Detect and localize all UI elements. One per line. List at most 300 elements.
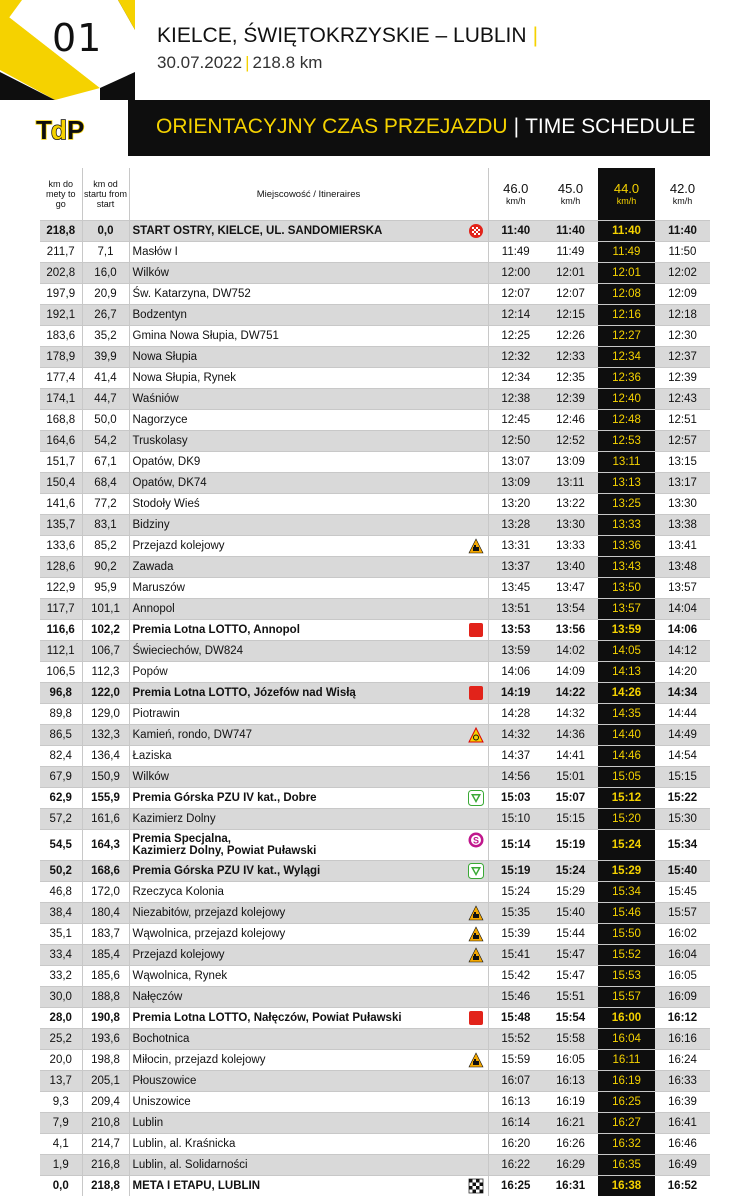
km-to-go: 150,4 [40, 473, 82, 494]
km-to-go: 62,9 [40, 788, 82, 809]
time-42: 15:34 [655, 830, 710, 861]
banner-separator: | [513, 115, 520, 138]
time-45: 13:47 [543, 578, 598, 599]
table-row [40, 987, 710, 1008]
time-45: 15:29 [543, 882, 598, 903]
km-to-go: 7,9 [40, 1113, 82, 1134]
time-44: 16:00 [598, 1008, 655, 1029]
km-to-go: 89,8 [40, 704, 82, 725]
time-44: 15:05 [598, 767, 655, 788]
table-row [40, 263, 710, 284]
time-42: 13:30 [655, 494, 710, 515]
time-44: 13:33 [598, 515, 655, 536]
time-44: 13:25 [598, 494, 655, 515]
time-45: 12:39 [543, 389, 598, 410]
time-46: 16:25 [488, 1176, 543, 1197]
table-row [40, 494, 710, 515]
km-from-start: 172,0 [82, 882, 129, 903]
time-44: 14:26 [598, 683, 655, 704]
table-row [40, 903, 710, 924]
itinerary-cell [129, 861, 488, 882]
time-45: 14:02 [543, 641, 598, 662]
itinerary-text [133, 666, 168, 678]
table-row [40, 1092, 710, 1113]
table-row [40, 704, 710, 725]
time-42: 15:57 [655, 903, 710, 924]
km-to-go: 50,2 [40, 861, 82, 882]
km-to-go: 0,0 [52, 1180, 69, 1192]
place-name: Miłocin, przejazd kolejowy [132, 1054, 266, 1066]
itinerary-text [133, 561, 174, 573]
itinerary-text [133, 330, 279, 342]
time-46: 13:07 [488, 452, 543, 473]
itinerary-text [133, 1054, 266, 1066]
km-to-go: 122,9 [40, 578, 82, 599]
table-row [40, 536, 710, 557]
time-45: 13:54 [543, 599, 598, 620]
itinerary-cell [129, 389, 488, 410]
itinerary-cell [129, 515, 488, 536]
time-45: 16:26 [543, 1134, 598, 1155]
itinerary-cell [129, 599, 488, 620]
km-to-go: 133,6 [40, 536, 82, 557]
time-45: 16:19 [543, 1092, 598, 1113]
time-45: 16:29 [543, 1155, 598, 1176]
km-from-start: 85,2 [82, 536, 129, 557]
time-46: 12:34 [488, 368, 543, 389]
table-row [40, 767, 710, 788]
place-name: Opatów, DK74 [132, 477, 207, 489]
date-separator: | [245, 53, 250, 72]
km-to-go: 33,4 [40, 945, 82, 966]
itinerary-cell [129, 557, 488, 578]
time-42: 13:48 [655, 557, 710, 578]
time-44: 14:05 [598, 641, 655, 662]
itinerary-text [133, 645, 244, 657]
place-name: Premia Specjalna, [132, 833, 231, 845]
time-42: 12:09 [655, 284, 710, 305]
place-name: Przejazd kolejowy [132, 949, 225, 961]
time-46: 13:45 [488, 578, 543, 599]
time-44: 15:20 [598, 809, 655, 830]
time-44: 12:36 [598, 368, 655, 389]
itinerary-text [133, 886, 224, 898]
speed-unit: km/h [560, 196, 581, 206]
time-45: 15:58 [543, 1029, 598, 1050]
km-to-go: 1,9 [40, 1155, 82, 1176]
itinerary-cell [129, 662, 488, 683]
time-44: 15:57 [598, 987, 655, 1008]
km-from-start: 26,7 [82, 305, 129, 326]
itinerary-cell [129, 788, 488, 809]
km-from-start: 183,7 [82, 924, 129, 945]
km-from-start: 35,2 [82, 326, 129, 347]
place-name: Gmina Nowa Słupia, DW751 [132, 330, 279, 342]
stage-title [157, 24, 538, 48]
time-45: 14:41 [543, 746, 598, 767]
time-44: 12:48 [598, 410, 655, 431]
itinerary-text [133, 729, 253, 741]
time-45: 14:09 [543, 662, 598, 683]
time-46: 16:20 [488, 1134, 543, 1155]
itinerary-cell [129, 746, 488, 767]
time-42: 14:04 [655, 599, 710, 620]
time-44: 13:57 [598, 599, 655, 620]
km-to-go: 82,4 [40, 746, 82, 767]
itinerary-text [133, 519, 170, 531]
itinerary-text [133, 865, 321, 877]
table-row [40, 284, 710, 305]
time-42: 16:09 [655, 987, 710, 1008]
time-45: 12:07 [543, 284, 598, 305]
time-44: 15:52 [598, 945, 655, 966]
place-name: Łaziska [132, 750, 172, 762]
km-to-go: 197,9 [40, 284, 82, 305]
itinerary-text [133, 456, 201, 468]
table-row [40, 578, 710, 599]
sprint-icon [468, 622, 484, 638]
time-44: 13:59 [598, 620, 655, 641]
place-name: Popów [132, 666, 168, 678]
itinerary-text [133, 540, 225, 552]
itinerary-text [133, 624, 300, 636]
time-46: 13:20 [488, 494, 543, 515]
place-name: Bodzentyn [132, 309, 187, 321]
time-44: 15:53 [598, 966, 655, 987]
time-42: 12:39 [655, 368, 710, 389]
km-from-start: 39,9 [82, 347, 129, 368]
km-from-start: 7,1 [82, 242, 129, 263]
place-name: Premia Lotna LOTTO, Nałęczów, Powiat Puławski [132, 1012, 402, 1024]
itinerary-text [133, 603, 175, 615]
km-from-start: 188,8 [82, 987, 129, 1008]
time-46: 14:19 [488, 683, 543, 704]
km-from-start: 0,0 [82, 221, 129, 242]
itinerary-cell [129, 903, 488, 924]
time-45: 13:22 [543, 494, 598, 515]
time-42: 15:40 [655, 861, 710, 882]
title-bar: | [532, 24, 539, 47]
place-name: Opatów, DK9 [132, 456, 201, 468]
itinerary-cell [129, 431, 488, 452]
time-42: 13:38 [655, 515, 710, 536]
place-name: START OSTRY, KIELCE, UL. SANDOMIERSKA [132, 225, 383, 237]
header-speed-1 [488, 168, 543, 221]
time-44: 12:27 [598, 326, 655, 347]
time-42: 16:24 [655, 1050, 710, 1071]
place-name: Rzeczyca Kolonia [132, 886, 224, 898]
itinerary-text [133, 1096, 191, 1108]
place-name: Uniszowice [132, 1096, 191, 1108]
itinerary-cell [129, 368, 488, 389]
time-45: 13:56 [543, 620, 598, 641]
time-46: 13:37 [488, 557, 543, 578]
time-45: 12:46 [543, 410, 598, 431]
time-44: 15:46 [598, 903, 655, 924]
table-row [40, 809, 710, 830]
km-to-go: 183,6 [40, 326, 82, 347]
km-from-start: 136,4 [82, 746, 129, 767]
km-from-start: 50,0 [82, 410, 129, 431]
time-42: 12:02 [655, 263, 710, 284]
km-to-go: 20,0 [40, 1050, 82, 1071]
time-45: 12:01 [543, 263, 598, 284]
time-44: 12:08 [598, 284, 655, 305]
time-44: 16:11 [598, 1050, 655, 1071]
time-46: 14:32 [488, 725, 543, 746]
time-45: 12:15 [543, 305, 598, 326]
table-row [40, 1008, 710, 1029]
place-name: Nowa Słupia, Rynek [132, 372, 237, 384]
sprint-icon [468, 1010, 484, 1026]
place-name: Premia Górska PZU IV kat., Wylągi [132, 865, 321, 877]
time-46: 11:40 [488, 221, 543, 242]
time-46: 12:07 [488, 284, 543, 305]
table-row [40, 1029, 710, 1050]
itinerary-cell [129, 1008, 488, 1029]
itinerary-text [133, 792, 317, 804]
table-row [40, 1050, 710, 1071]
time-45: 11:49 [543, 242, 598, 263]
start-icon [468, 223, 484, 239]
time-45: 13:11 [543, 473, 598, 494]
time-46: 12:25 [488, 326, 543, 347]
table-row [40, 746, 710, 767]
place-name: Wilków [132, 771, 169, 783]
banner-english: TIME SCHEDULE [525, 115, 696, 138]
table-row [40, 431, 710, 452]
table-row [40, 557, 710, 578]
time-45: 13:40 [543, 557, 598, 578]
time-46: 13:31 [488, 536, 543, 557]
place-name: Zawada [132, 561, 174, 573]
time-44: 14:13 [598, 662, 655, 683]
km-from-start: 185,6 [82, 966, 129, 987]
table-row [40, 788, 710, 809]
itinerary-cell [129, 1176, 488, 1197]
itinerary-cell [129, 620, 488, 641]
km-to-go: 164,6 [40, 431, 82, 452]
km-to-go: 192,1 [40, 305, 82, 326]
km-from-start: 129,0 [82, 704, 129, 725]
time-45: 15:54 [543, 1008, 598, 1029]
place-name: Annopol [132, 603, 175, 615]
time-45: 15:47 [543, 945, 598, 966]
time-46: 13:51 [488, 599, 543, 620]
place-name: Piotrawin [132, 708, 180, 720]
time-42: 16:41 [655, 1113, 710, 1134]
itinerary-text [133, 708, 180, 720]
place-name-line2: Kazimierz Dolny, Powiat Puławski [132, 845, 317, 857]
km-to-go: 112,1 [40, 641, 82, 662]
place-name: Wąwolnica, przejazd kolejowy [132, 928, 286, 940]
itinerary-cell [129, 830, 488, 861]
table-row [40, 882, 710, 903]
time-44: 15:29 [598, 861, 655, 882]
time-42: 12:18 [655, 305, 710, 326]
km-to-go: 174,1 [40, 389, 82, 410]
time-42: 12:30 [655, 326, 710, 347]
itinerary-cell [129, 683, 488, 704]
speed-value: 45.0 [557, 181, 584, 196]
time-45: 13:30 [543, 515, 598, 536]
speed-value: 46.0 [503, 181, 529, 196]
time-44: 16:38 [598, 1176, 655, 1197]
km-to-go: 116,6 [40, 620, 82, 641]
time-42: 12:37 [655, 347, 710, 368]
itinerary-cell [129, 410, 488, 431]
time-45: 12:52 [543, 431, 598, 452]
km-from-start: 161,6 [82, 809, 129, 830]
time-44: 11:40 [598, 221, 655, 242]
time-46: 12:45 [488, 410, 543, 431]
time-46: 15:52 [488, 1029, 543, 1050]
time-45: 13:09 [543, 452, 598, 473]
table-row [40, 725, 710, 746]
itinerary-text [133, 351, 198, 363]
itinerary-text [133, 1138, 236, 1150]
km-from-start: 68,4 [82, 473, 129, 494]
km-to-go: 57,2 [40, 809, 82, 830]
itinerary-text [133, 1159, 248, 1171]
place-name: Św. Katarzyna, DW752 [132, 288, 251, 300]
stage-header [0, 0, 746, 100]
time-44: 12:34 [598, 347, 655, 368]
time-45: 15:51 [543, 987, 598, 1008]
time-44: 13:13 [598, 473, 655, 494]
speed-value: 42.0 [669, 181, 696, 196]
km-from-start: 16,0 [82, 263, 129, 284]
time-42: 16:16 [655, 1029, 710, 1050]
roundabout-icon [468, 727, 484, 743]
time-44: 12:40 [598, 389, 655, 410]
itinerary-text [133, 949, 225, 961]
speed-unit: km/h [616, 196, 637, 206]
header-speed-4 [655, 168, 710, 221]
time-45: 15:40 [543, 903, 598, 924]
km-to-go: 168,8 [40, 410, 82, 431]
itinerary-text [133, 813, 216, 825]
time-42: 16:33 [655, 1071, 710, 1092]
railway-crossing-icon [468, 538, 484, 554]
table-row [40, 410, 710, 431]
km-to-go: 38,4 [40, 903, 82, 924]
time-42: 14:12 [655, 641, 710, 662]
itinerary-text [133, 288, 251, 300]
km-to-go: 218,8 [40, 221, 82, 242]
itinerary-cell [129, 578, 488, 599]
time-45: 15:01 [543, 767, 598, 788]
time-42: 16:12 [655, 1008, 710, 1029]
km-from-start: 150,9 [82, 767, 129, 788]
km-from-start: 168,6 [82, 861, 129, 882]
table-row [40, 452, 710, 473]
itinerary-cell [129, 1092, 488, 1113]
time-45: 12:33 [543, 347, 598, 368]
place-name: META I ETAPU, LUBLIN [132, 1180, 261, 1192]
km-from-start: 164,3 [82, 830, 129, 861]
time-42: 14:34 [655, 683, 710, 704]
km-to-go: 33,2 [40, 966, 82, 987]
time-44: 16:04 [598, 1029, 655, 1050]
time-42: 16:52 [667, 1180, 698, 1192]
km-from-start: 132,3 [82, 725, 129, 746]
time-42: 13:15 [655, 452, 710, 473]
time-46: 14:37 [488, 746, 543, 767]
time-46: 15:48 [488, 1008, 543, 1029]
railway-crossing-icon [468, 1052, 484, 1068]
itinerary-text [133, 393, 179, 405]
time-45: 14:32 [543, 704, 598, 725]
km-from-start: 205,1 [82, 1071, 129, 1092]
itinerary-text [133, 771, 169, 783]
itinerary-text [133, 414, 188, 426]
table-row [40, 599, 710, 620]
stage-subtitle [157, 53, 322, 73]
time-46: 15:03 [488, 788, 543, 809]
km-to-go: 96,8 [40, 683, 82, 704]
km-to-go: 177,4 [40, 368, 82, 389]
time-42: 11:50 [655, 242, 710, 263]
time-42: 16:46 [655, 1134, 710, 1155]
speed-value: 44.0 [613, 181, 640, 196]
time-44: 14:35 [598, 704, 655, 725]
time-46: 14:56 [488, 767, 543, 788]
time-42: 16:02 [655, 924, 710, 945]
time-45: 15:07 [543, 788, 598, 809]
km-from-start: 67,1 [82, 452, 129, 473]
time-44: 16:35 [598, 1155, 655, 1176]
km-from-start: 185,4 [82, 945, 129, 966]
table-row [40, 1071, 710, 1092]
time-42: 16:39 [655, 1092, 710, 1113]
itinerary-text [133, 1012, 402, 1024]
km-to-go: 35,1 [40, 924, 82, 945]
table-header-row [40, 168, 710, 221]
itinerary-cell [129, 305, 488, 326]
itinerary-text [133, 991, 183, 1003]
itinerary-text [133, 435, 188, 447]
table-row [40, 1176, 710, 1197]
special-icon [468, 832, 484, 848]
place-name: Stodoły Wieś [132, 498, 200, 510]
schedule-banner [128, 100, 710, 156]
place-name: Premia Lotna LOTTO, Józefów nad Wisłą [132, 687, 356, 699]
time-46: 16:14 [488, 1113, 543, 1134]
time-45: 15:47 [543, 966, 598, 987]
itinerary-cell [129, 767, 488, 788]
time-45: 12:26 [543, 326, 598, 347]
itinerary-cell [129, 945, 488, 966]
time-46: 16:13 [488, 1092, 543, 1113]
time-46: 15:14 [488, 830, 543, 861]
place-name: Wąwolnica, Rynek [132, 970, 228, 982]
place-name: Premia Lotna LOTTO, Annopol [132, 624, 300, 636]
time-42: 14:20 [655, 662, 710, 683]
time-42: 12:43 [655, 389, 710, 410]
itinerary-text [133, 1075, 197, 1087]
time-46: 15:10 [488, 809, 543, 830]
itinerary-cell [129, 347, 488, 368]
banner-polish: ORIENTACYJNY CZAS PRZEJAZDU [156, 115, 508, 138]
itinerary-cell [129, 1155, 488, 1176]
km-from-start: 198,8 [82, 1050, 129, 1071]
place-name: Lublin, al. Kraśnicka [132, 1138, 236, 1150]
table-row [40, 347, 710, 368]
time-44: 11:49 [598, 242, 655, 263]
km-from-start: 90,2 [82, 557, 129, 578]
stage-date: 30.07.2022 [157, 53, 243, 72]
